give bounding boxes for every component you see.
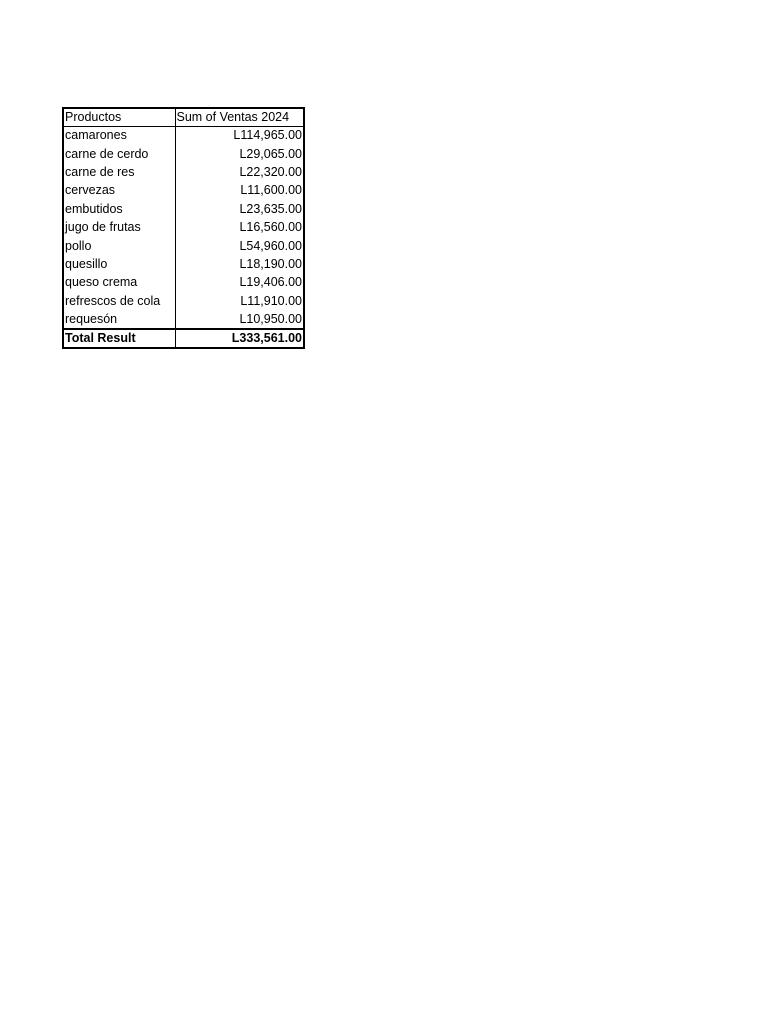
product-cell[interactable]: cervezas bbox=[63, 182, 175, 200]
value-cell[interactable]: L10,950.00 bbox=[175, 310, 304, 328]
total-value-cell[interactable]: L333,561.00 bbox=[175, 329, 304, 348]
product-cell[interactable]: quesillo bbox=[63, 255, 175, 273]
table-row bbox=[63, 163, 304, 181]
value-cell[interactable]: L54,960.00 bbox=[175, 237, 304, 255]
table-row bbox=[63, 255, 304, 273]
product-cell[interactable]: embutidos bbox=[63, 200, 175, 218]
product-cell[interactable]: pollo bbox=[63, 237, 175, 255]
value-cell[interactable]: L114,965.00 bbox=[175, 127, 304, 145]
value-cell[interactable]: L23,635.00 bbox=[175, 200, 304, 218]
product-cell[interactable]: queso crema bbox=[63, 274, 175, 292]
value-cell[interactable]: L16,560.00 bbox=[175, 218, 304, 236]
table-row bbox=[63, 292, 304, 310]
value-cell[interactable]: L19,406.00 bbox=[175, 274, 304, 292]
product-cell[interactable]: jugo de frutas bbox=[63, 218, 175, 236]
table-row bbox=[63, 182, 304, 200]
product-cell[interactable]: refrescos de cola bbox=[63, 292, 175, 310]
total-label-cell[interactable]: Total Result bbox=[63, 329, 175, 348]
value-cell[interactable]: L29,065.00 bbox=[175, 145, 304, 163]
header-sum-ventas-2024[interactable]: Sum of Ventas 2024 bbox=[175, 108, 304, 127]
table-row bbox=[63, 200, 304, 218]
value-cell[interactable]: L11,600.00 bbox=[175, 182, 304, 200]
table-row bbox=[63, 237, 304, 255]
value-cell[interactable]: L11,910.00 bbox=[175, 292, 304, 310]
table-row bbox=[63, 274, 304, 292]
product-cell[interactable]: carne de res bbox=[63, 163, 175, 181]
product-cell[interactable]: camarones bbox=[63, 127, 175, 145]
product-cell[interactable]: requesón bbox=[63, 310, 175, 328]
table-row bbox=[63, 127, 304, 145]
value-cell[interactable]: L22,320.00 bbox=[175, 163, 304, 181]
pivot-table bbox=[62, 107, 305, 349]
table-row bbox=[63, 145, 304, 163]
header-row bbox=[63, 108, 304, 127]
header-productos[interactable]: Productos bbox=[63, 108, 175, 127]
value-cell[interactable]: L18,190.00 bbox=[175, 255, 304, 273]
table-row bbox=[63, 218, 304, 236]
total-row bbox=[63, 329, 304, 348]
product-cell[interactable]: carne de cerdo bbox=[63, 145, 175, 163]
table-row bbox=[63, 310, 304, 328]
